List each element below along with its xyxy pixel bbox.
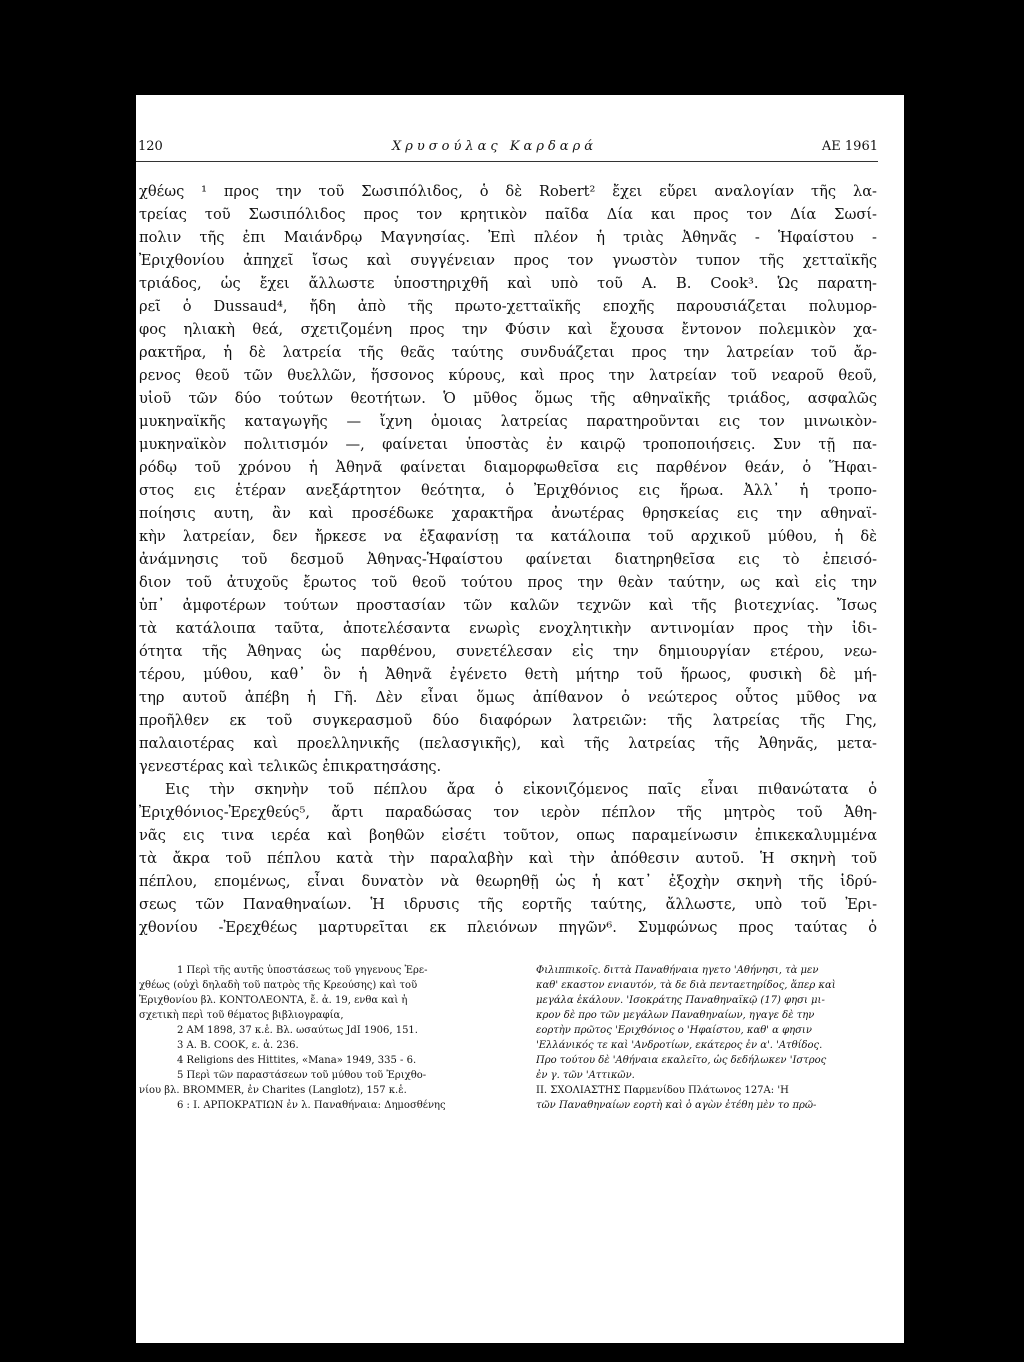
text-line: υἱοῦ τῶν δύο τούτων θεοτήτων. Ὁ μῦθος ὅμως τῆς αθηναϊκῆς τριάδος, ασφαλῶς — [139, 390, 877, 407]
footnote-line: 4 Religions des Hittites, «Mana» 1949, 335 - 6. — [177, 1055, 417, 1066]
text-line: τὰ κατάλοιπα ταῦτα, ἀποτελέσαντα ενωρὶς ενοχλητικὴν αντινομίαν προς τὴν ἰδι- — [139, 620, 877, 637]
text-line: ρενος θεοῦ τῶν θυελλῶν, ἥσσονος κύρους, καὶ προς την λατρείαν τοῦ νεαροῦ θεοῦ, — [139, 367, 877, 384]
footnote-line: 3 A. B. COOK, ε. ἀ. 236. — [177, 1040, 299, 1051]
footnote-line: Ἐριχθονίου βλ. ΚΟΝΤΟΛΕΟΝΤΑ, ἔ. ἀ. 19, ενθα καὶ ἡ — [139, 995, 408, 1006]
journal-reference: ΑΕ 1961 — [821, 139, 878, 154]
body-text — [139, 180, 877, 939]
footnote-line: 5 Περὶ τῶν παραστάσεων τοῦ μύθου τοῦ Ἐριχθο- — [177, 1070, 427, 1081]
text-line: διον τοῦ ἀτυχοῦς ἔρωτος τοῦ θεοῦ τούτου προς την θεὰν ταύτην, ως καὶ εἰς την — [139, 574, 877, 591]
text-line: ποίησις αυτη, ἂν καὶ προσέδωκε χαρακτῆρα ἀνωτέρας θρησκείας εις την αθηναϊ- — [139, 505, 877, 522]
text-line: κὴν λατρείαν, δεν ἤρκεσε να ἐξαφανίσῃ τα κατάλοιπα τοῦ αρχικοῦ μύθου, ἡ δὲ — [139, 528, 877, 545]
text-line: πολιν τῆς ἐπι Μαιάνδρῳ Μαγνησίας. Ἐπὶ πλέον ἡ τριὰς Ἀθηνᾶς - Ἡφαίστου - — [139, 229, 877, 246]
footnote-line: ΙΙ. ΣΧΟΛΙΑΣΤΗΣ Παρμενίδου Πλάτωνος 127A: 'Η — [536, 1085, 789, 1096]
footnote-line: 2 AM 1898, 37 κ.ἑ. Βλ. ωσαύτως JdI 1906, 151. — [177, 1025, 418, 1036]
running-head — [136, 139, 878, 162]
footnote-line: χθέως (οὐχὶ δηλαδὴ τοῦ πατρὸς τῆς Κρεούσης) καὶ τοῦ — [139, 980, 418, 991]
text-line: τὰ ἄκρα τοῦ πέπλου κατὰ τὴν παραλαβὴν καὶ τὴν ἀπόθεσιν αυτοῦ. Ἡ σκηνὴ τοῦ — [139, 850, 877, 867]
footnote-line: νίου βλ. BROMMER, ἐν Charites (Langlotz), 157 κ.ἑ. — [139, 1085, 407, 1096]
text-line: ρεῖ ὁ Dussaud⁴, ἤδη ἀπὸ τῆς πρωτο-χετταϊκῆς εποχῆς παρουσιάζεται πολυμορ- — [139, 298, 877, 315]
footnote-line: εορτὴν πρῶτος 'Εριχθόνιος ο 'Ηφαίστου, καθ' α φησιν — [536, 1025, 812, 1036]
footnote-line: 6 : Ι. ΑΡΠΟΚΡΑΤΙΩΝ ἐν λ. Παναθήναια: Δημοσθένης — [177, 1100, 446, 1111]
text-line: πέπλου, επομένως, εἶναι δυνατὸν νὰ θεωρηθῇ ὡς ἡ κατ᾽ ἐξοχὴν σκηνὴ τῆς ἱδρύ- — [139, 873, 877, 890]
text-line: ὑπ᾽ ἀμφοτέρων τούτων προστασίαν τῶν καλῶν τεχνῶν καὶ τῆς βιοτεχνίας. Ἴσως — [139, 597, 877, 614]
footnotes-left-column — [139, 963, 483, 1113]
footnote-line: Προ τούτου δὲ 'Αθήναια εκαλεῖτο, ὡς δεδήλωκεν 'Ιστρος — [536, 1055, 827, 1066]
text-line: ἀνάμνησις τοῦ δεσμοῦ Ἀθηνας-Ἡφαίστου φαίνεται διατηρηθεῖσα εις τὸ ἐπεισό- — [139, 551, 877, 568]
text-line: Ἐριχθόνιος-Ἐρεχθεύς⁵, ἄρτι παραδώσας τον ιερὸν πέπλον τῆς μητρὸς τοῦ Ἀθη- — [139, 804, 877, 821]
text-line: Ἐριχθονίου ἀπηχεῖ ἴσως καὶ συγγένειαν προς τον γνωστὸν τυπον τῆς χετταϊκῆς — [139, 252, 877, 269]
running-title: Χρυσούλας Καρδαρά — [392, 139, 597, 154]
text-line: χθονίου -Ἐρεχθέως μαρτυρεῖται εκ πλειόνων πηγῶν⁶. Συμφώνως προς ταύτας ὁ — [139, 919, 877, 936]
text-line: ρακτῆρα, ἡ δὲ λατρεία τῆς θεᾶς ταύτης συνδυάζεται προς την λατρείαν τοῦ ἄρ- — [139, 344, 877, 361]
text-line: στος εις ἑτέραν ανεξάρτητον θεότητα, ὁ Ἐριχθόνιος εις ἥρωα. Ἀλλ᾽ ἡ τροπο- — [139, 482, 877, 499]
footnote-line: 1 Περὶ τῆς αυτῆς ὑποστάσεως τοῦ γηγενους Ἐρε- — [177, 965, 428, 976]
text-line: προῆλθεν εκ τοῦ συγκερασμοῦ δύο διαφόρων λατρειῶν: τῆς λατρείας τῆς Γης, — [139, 712, 877, 729]
text-line: παλαιοτέρας καὶ προελληνικῆς (πελασγικῆς), καὶ τῆς λατρείας τῆς Ἀθηνᾶς, μετα- — [139, 735, 877, 752]
text-line: μυκηναϊκῆς καταγωγῆς — ἴχνη ὁμοιας λατρείας παρατηροῦνται εις τον μινωικὸν- — [139, 413, 877, 430]
page-number: 120 — [138, 139, 163, 154]
document-page — [136, 95, 904, 1343]
text-line: σεως τῶν Παναθηναίων. Ἡ ιδρυσις τῆς εορτῆς ταύτης, ἄλλωστε, υπὸ τοῦ Ἐρι- — [139, 896, 877, 913]
footnote-line: τῶν Παναθηναίων εορτὴ καὶ ὁ αγὼν ἐτέθη μὲν το πρῶ- — [536, 1100, 817, 1111]
text-line: τριάδος, ὡς ἔχει ἄλλωστε ὑποστηριχθῆ καὶ υπὸ τοῦ Α. Β. Cook³. Ὡς παρατη- — [139, 275, 877, 292]
text-line: τηρ αυτοῦ ἀπέβη ἡ Γῆ. Δὲν εἶναι ὅμως ἀπίθανον ὁ νεώτερος οὗτος μῦθος να — [139, 689, 877, 706]
footnote-line: σχετικὴ περὶ τοῦ θέματος βιβλιογραφία, — [139, 1010, 344, 1021]
text-line: ότητα τῆς Ἀθηνας ὡς παρθένου, συνετέλεσαν εἰς την δημιουργίαν ετέρου, νεω- — [139, 643, 877, 660]
footnote-line: μεγάλα ἐκάλουν. 'Ισοκράτης Παναθηναϊκῷ (17) φησι μι- — [536, 995, 825, 1006]
footnotes-right-column — [536, 963, 880, 1113]
footnote-line: ἐν γ. τῶν 'Αττικῶν. — [536, 1070, 635, 1081]
footnote-line: 'Ελλάνικός τε καὶ 'Ανδροτίων, εκάτερος ἐν α'. 'Ατθίδος. — [536, 1040, 823, 1051]
text-line: ρόδῳ τοῦ χρόνου ἡ Ἀθηνᾶ φαίνεται διαμορφωθεῖσα εις παρθένον θεάν, ὁ Ἥφαι- — [139, 459, 877, 476]
text-line: χθέως ¹ προς την τοῦ Σωσιπόλιδος, ὁ δὲ Robert² ἔχει εὕρει αναλογίαν τῆς λα- — [139, 183, 877, 200]
text-line: γενεστέρας καὶ τελικῶς ἐπικρατησάσης. — [139, 758, 442, 775]
footnote-line: καθ' εκαστον ενιαυτόν, τὰ δε διὰ πενταετηρίδος, ἅπερ καὶ — [536, 980, 836, 991]
text-line: νᾶς εις τινα ιερέα καὶ βοηθῶν εἰσέτι τοῦτον, οπως παραμείνωσιν ἐπικεκαλυμμένα — [139, 827, 877, 844]
footnote-line: κρον δὲ προ τῶν μεγάλων Παναθηναίων, ηγαγε δὲ την — [536, 1010, 815, 1021]
text-line: τέρου, μύθου, καθ᾽ ὃν ἡ Ἀθηνᾶ ἐγένετο θετὴ μήτηρ τοῦ ἥρωος, φυσικὴ δὲ μή- — [139, 666, 877, 683]
text-line: Εις τὴν σκηνὴν τοῦ πέπλου ἄρα ὁ εἰκονιζόμενος παῖς εἶναι πιθανώτατα ὁ — [165, 781, 877, 798]
text-line: τρείας τοῦ Σωσιπόλιδος προς τον κρητικὸν παῖδα Δία και προς τον Δία Σωσί- — [139, 206, 877, 223]
text-line: μυκηναϊκὸν πολιτισμόν —, φαίνεται ὑποστὰς ἐν καιρῷ τροποποιήσεις. Συν τῇ πα- — [139, 436, 877, 453]
footnote-line: Φιλιππικοῖς. διττὰ Παναθήναια ηγετο 'Αθήνησι, τὰ μεν — [536, 965, 819, 976]
text-line: φος ηλιακὴ θεά, σχετιζομένη προς την Φύσιν καὶ ἔχουσα ἔντονον πολεμικὸν χα- — [139, 321, 877, 338]
